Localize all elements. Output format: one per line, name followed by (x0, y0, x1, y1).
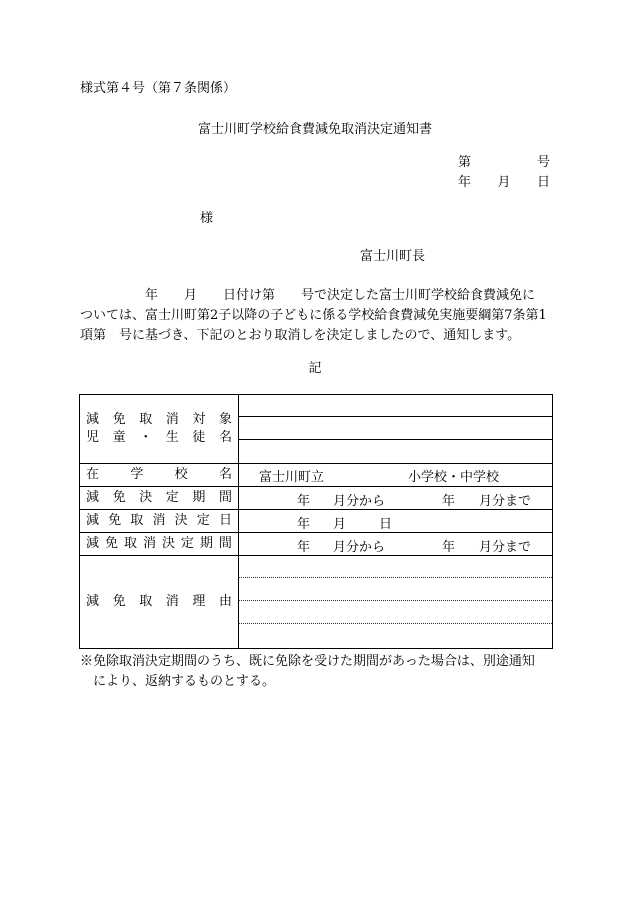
details-table (79, 394, 553, 649)
footnote-line-2: により、返納するものとする。 (93, 674, 276, 689)
label-char: 理 (192, 594, 206, 609)
school-types: 小学校・中学校 (408, 469, 500, 485)
cancel-day: 日 (379, 517, 393, 532)
label-char: 消 (142, 536, 156, 551)
label-char: 消 (165, 412, 179, 427)
label-char: 間 (218, 536, 232, 551)
cancel-date-field[interactable] (239, 510, 553, 533)
label-char: 決 (161, 536, 175, 551)
label-char: 定 (165, 490, 179, 505)
exemption-period-label (80, 487, 239, 510)
label-char: 定 (180, 536, 194, 551)
body-text (80, 286, 550, 346)
label-char: 取 (139, 594, 153, 609)
form-label: 様式第４号（第７条関係） (80, 81, 237, 96)
footnote (80, 652, 555, 692)
target-label-line-1 (86, 411, 232, 429)
target-student-label (80, 395, 239, 464)
cancel-period-label (80, 533, 239, 556)
cancel-year: 年 (297, 517, 311, 532)
label-char: 名 (218, 467, 232, 482)
label-char: 減 (86, 594, 100, 609)
label-char: 取 (130, 513, 144, 528)
period-from-year: 年 (297, 494, 311, 509)
label-char: 減 (86, 412, 100, 427)
label-char: ・ (139, 430, 153, 445)
label-char: 減 (86, 536, 100, 551)
body-line-1: 年 月 日付け第 号で決定した富士川町学校給食費減免に (145, 288, 536, 303)
period-to-month: 月分まで (479, 494, 532, 509)
label-char: 免 (104, 536, 118, 551)
label-char: 消 (152, 513, 166, 528)
label-char: 名 (218, 430, 232, 445)
label-char: 期 (199, 536, 213, 551)
document-date (458, 176, 550, 189)
cancel-from-month: 月分から (333, 540, 386, 555)
label-char: 象 (218, 412, 232, 427)
reason-field[interactable] (239, 556, 553, 649)
period-from-month: 月分から (333, 494, 386, 509)
label-char: 減 (86, 490, 100, 505)
ki-heading: 記 (308, 361, 322, 376)
label-char: 童 (112, 430, 126, 445)
label-char: 定 (196, 513, 210, 528)
cancel-period-field[interactable] (239, 533, 553, 556)
label-char: 校 (174, 467, 188, 482)
school-town: 富士川町立 (259, 469, 325, 485)
cancel-to-month: 月分まで (479, 540, 532, 555)
label-char: 免 (112, 412, 126, 427)
cancel-month: 月 (333, 517, 347, 532)
target-label-line-2 (86, 429, 232, 447)
date-year: 年 (458, 175, 472, 190)
cancel-to-year: 年 (442, 540, 456, 555)
cancel-date-label (80, 510, 239, 533)
label-char: 学 (130, 467, 144, 482)
sender: 富士川町長 (360, 249, 426, 264)
label-char: 減 (86, 513, 100, 528)
label-char: 期 (192, 490, 206, 505)
date-month: 月 (497, 175, 511, 190)
body-line-2: ついては、富士川町第2子以降の子どもに係る学校給食費減免実施要綱第7条第1 (80, 308, 547, 323)
school-field[interactable] (239, 464, 553, 487)
target-student-field[interactable] (239, 395, 553, 464)
label-char: 生 (165, 430, 179, 445)
label-char: 徒 (192, 430, 206, 445)
label-char: 在 (86, 467, 100, 482)
document-number (458, 156, 550, 176)
label-char: 日 (218, 513, 232, 528)
cancel-from-year: 年 (297, 540, 311, 555)
label-char: 間 (218, 490, 232, 505)
period-to-year: 年 (442, 494, 456, 509)
number-suffix: 号 (536, 155, 550, 170)
label-char: 対 (192, 412, 206, 427)
exemption-period-field[interactable] (239, 487, 553, 510)
label-char: 免 (112, 490, 126, 505)
footnote-line-1: ※免除取消決定期間のうち、既に免除を受けた期間があった場合は、別途通知 (80, 654, 535, 669)
document-title: 富士川町学校給食費減免取消決定通知書 (197, 122, 432, 137)
label-char: 決 (174, 513, 188, 528)
label-char: 由 (218, 594, 232, 609)
number-prefix: 第 (458, 155, 472, 170)
reason-label (80, 556, 239, 649)
label-char: 取 (123, 536, 137, 551)
addressee: 様 (200, 211, 214, 226)
date-day: 日 (536, 175, 550, 190)
label-char: 決 (139, 490, 153, 505)
label-char: 取 (139, 412, 153, 427)
label-char: 免 (108, 513, 122, 528)
body-line-3: 項第 号に基づき、下記のとおり取消しを決定しましたので、通知します。 (80, 328, 521, 343)
label-char: 児 (86, 430, 100, 445)
school-label (80, 464, 239, 487)
label-char: 免 (112, 594, 126, 609)
label-char: 消 (165, 594, 179, 609)
